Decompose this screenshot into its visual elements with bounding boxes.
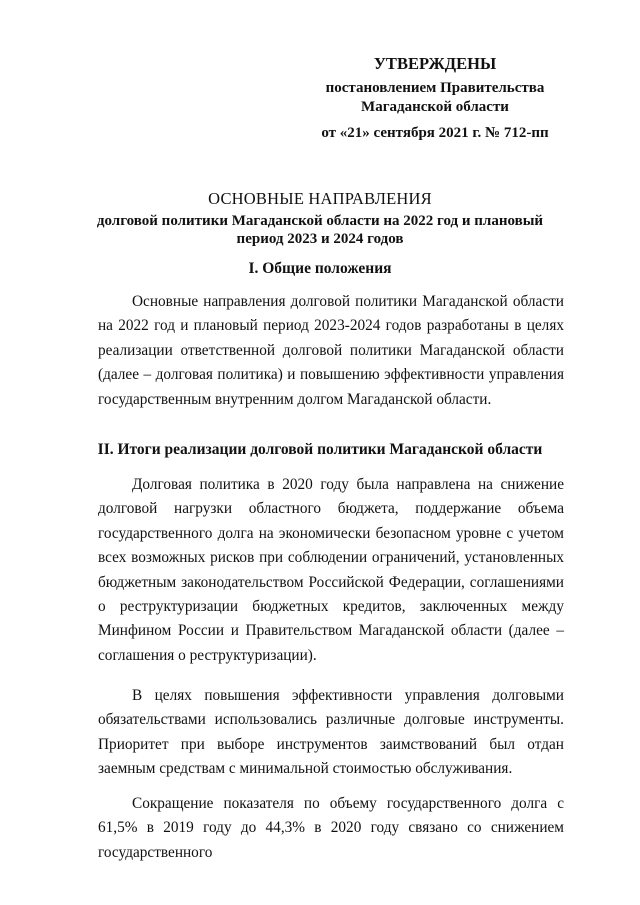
document-title <box>80 188 560 248</box>
section-2-paragraph-1: Долговая политика в 2020 году была направлена на снижение долговой нагрузки областного бюджета, поддержание объема государственного долга на экономически безопасном уровне с учетом всех возможных рисков при соблюдении ограничений, установленных бюджетным законодательством Российской Федерации, соглашениями о реструктуризации бюджетных кредитов, заключенных между Минфином России и Правительством Магаданской области (далее – соглашения о реструктуризации). <box>98 476 564 664</box>
title-sub-line-1: долговой политики Магаданской области на 2022 год и плановый <box>96 213 544 229</box>
approval-line-3: от «21» сентября 2021 г. № 712-пп <box>321 125 549 141</box>
title-sub-line-2: период 2023 и 2024 годов <box>236 231 404 247</box>
approval-line-2: Магаданской области <box>361 99 509 115</box>
section-1-paragraph: Основные направления долговой политики Магаданской области на 2022 год и плановый период 2023-2024 годов разработаны в целях реализации ответственной долговой политики Магаданской области (далее – долговая политика) и повышению эффективности управления государственным внутренним долгом Магаданской области. <box>98 293 564 408</box>
section-2-paragraph-3: Сокращение показателя по объему государственного долга с 61,5% в 2019 году до 44,3% в 2020 году связано со снижением государственного <box>98 795 564 861</box>
title-main: ОСНОВНЫЕ НАПРАВЛЕНИЯ <box>208 189 432 208</box>
section-1-heading: I. Общие положения <box>248 260 392 277</box>
section-2-heading: II. Итоги реализации долговой политики Магаданской области <box>97 441 543 458</box>
approval-line-1: постановлением Правительства <box>325 80 545 96</box>
approval-heading: УТВЕРЖДЕНЫ <box>373 54 497 73</box>
approval-block <box>300 54 570 143</box>
section-2-paragraph-2: В целях повышения эффективности управления долговыми обязательствами использовались различные долговые инструменты. Приоритет при выборе инструментов заимствований был отдан заемным средствам с минимальной стоимостью обслуживания. <box>98 687 564 778</box>
